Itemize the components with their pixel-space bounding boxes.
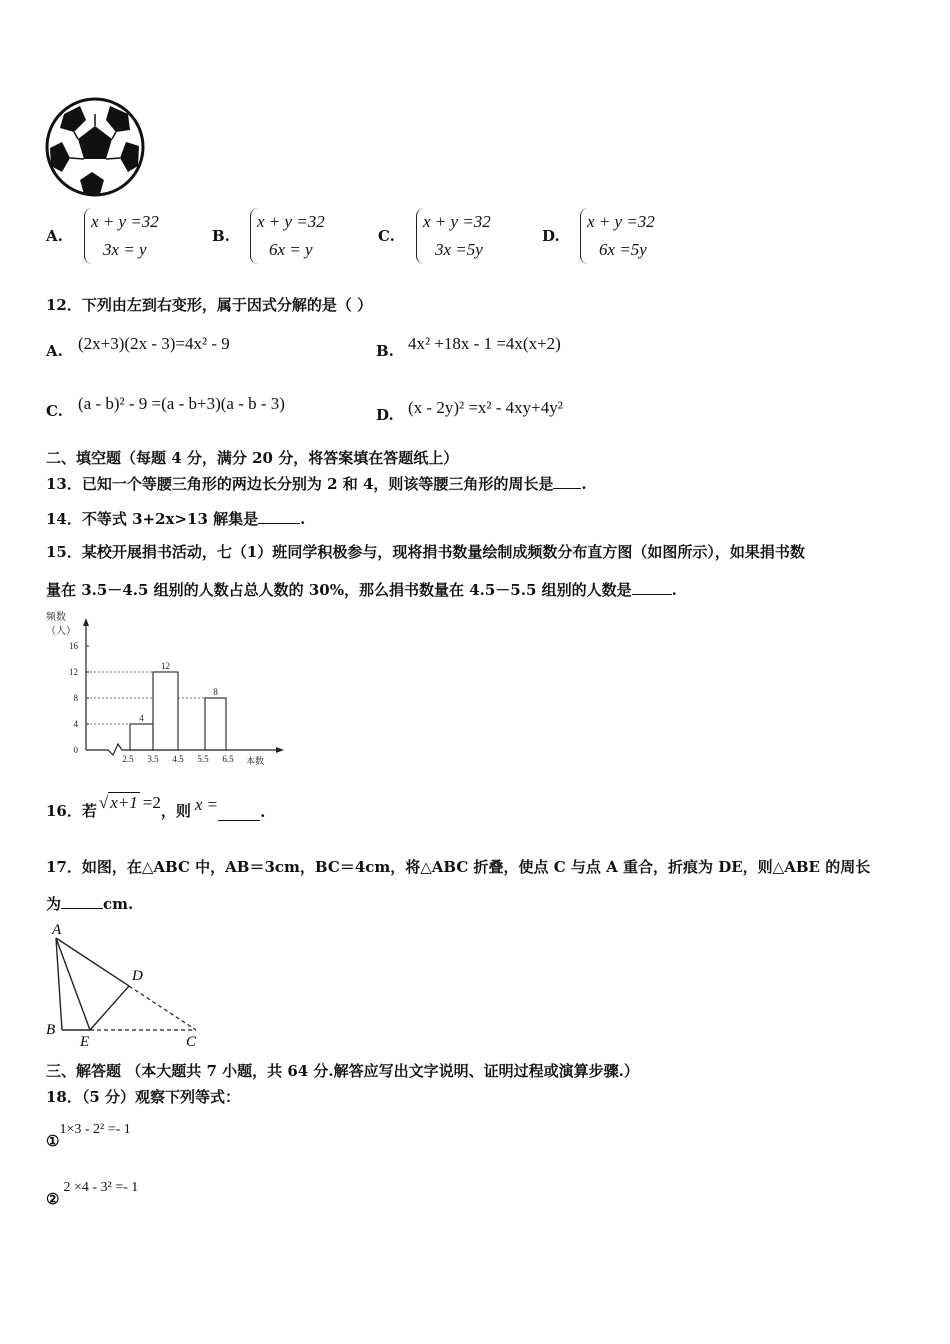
x-tick-label: 5.5 — [197, 754, 209, 764]
q11-option-a[interactable] — [46, 206, 159, 266]
q18-stem: 18．（5 分）观察下列等式： — [46, 1088, 241, 1106]
equation-1: x + y =32 — [257, 212, 325, 231]
equation-system — [250, 208, 325, 264]
q11-option-b[interactable] — [212, 206, 325, 266]
equation-system — [416, 208, 491, 264]
y-axis-arrow — [83, 618, 89, 626]
point-c-label: C — [186, 1034, 197, 1050]
q11-option-c[interactable] — [378, 206, 491, 266]
option-label: B. — [212, 227, 230, 245]
q13 — [46, 473, 587, 494]
y-tick-label: 0 — [73, 745, 78, 755]
x-axis-arrow — [276, 747, 284, 753]
option-expression: (2x+3)(2x - 3)=4x² - 9 — [78, 334, 230, 353]
q17-suffix: cm. — [103, 895, 134, 913]
q12-option-d[interactable] — [376, 392, 563, 424]
bar-value-label: 4 — [139, 713, 144, 723]
option-label: B. — [376, 342, 394, 360]
q15-text: 量在 3.5－4.5 组别的人数占总人数的 30%，那么捐书数量在 4.5－5.5 组别的人数是 — [46, 581, 632, 599]
answer-blank[interactable] — [258, 523, 300, 524]
q16-end: . — [260, 803, 266, 821]
option-expression: (x - 2y)² =x² - 4xy+4y² — [408, 398, 563, 417]
equation-1: x + y =32 — [91, 212, 159, 231]
segment-dc — [129, 986, 196, 1030]
q12-option-c[interactable] — [46, 388, 285, 420]
q16 — [46, 793, 266, 821]
frequency-histogram — [40, 608, 290, 772]
x-tick-label: 4.5 — [172, 754, 184, 764]
q18-item-2 — [46, 1180, 138, 1208]
sqrt-expression — [99, 793, 161, 813]
q18-item-1 — [46, 1122, 131, 1150]
histogram-bar — [130, 724, 153, 750]
q11-option-d[interactable] — [542, 206, 655, 266]
answer-blank[interactable] — [553, 488, 581, 489]
option-label: D. — [376, 406, 394, 424]
option-expression: 4x² +18x - 1 =4x(x+2) — [408, 334, 561, 353]
answer-blank[interactable] — [632, 594, 672, 595]
q16-variable: x = — [194, 795, 219, 814]
option-label: A. — [46, 227, 63, 245]
q17-line1: 17．如图，在△ABC 中，AB＝3cm，BC＝4cm，将△ABC 折叠，使点 C 与点 A 重合，折痕为 DE，则△ABE 的周长 — [46, 858, 871, 876]
y-axis-label-line1: 频数 — [46, 612, 66, 623]
histogram-bar — [205, 698, 226, 750]
equation-1: x + y =32 — [587, 212, 655, 231]
equation-2: 6x = y — [269, 240, 313, 259]
segment-de — [90, 986, 129, 1030]
equation-2: 3x = y — [103, 240, 147, 259]
bar-value-label: 12 — [161, 661, 170, 671]
point-a-label: A — [52, 922, 62, 938]
section-2-heading: 二、填空题（每题 4 分，满分 20 分，将答案填在答题纸上） — [46, 449, 459, 467]
q15-line1: 15．某校开展捐书活动，七（1）班同学积极参与，现将捐书数量绘制成频数分布直方图（如图所示），如果捐书数 — [46, 543, 805, 561]
sqrt-radicand: x+1 — [110, 793, 138, 812]
q14 — [46, 508, 305, 529]
x-tick-label: 3.5 — [147, 754, 159, 764]
point-d-label: D — [132, 968, 143, 984]
q15-line2 — [46, 579, 677, 600]
answer-blank[interactable] — [218, 820, 260, 821]
item-expression: 1×3 - 2² =- 1 — [59, 1122, 131, 1137]
option-label: C. — [46, 402, 63, 420]
q17-prefix: 为 — [46, 895, 62, 913]
q16-mid: ，则 — [160, 802, 191, 820]
option-label: D. — [542, 227, 560, 245]
q17-line2 — [46, 893, 133, 914]
y-tick-label: 16 — [69, 641, 78, 651]
equation-2: 3x =5y — [435, 240, 483, 259]
equation-system — [84, 208, 159, 264]
x-axis-label: 本数 — [246, 756, 265, 766]
equation-system — [580, 208, 655, 264]
sqrt-eq: =2 — [142, 793, 161, 812]
option-label: C. — [378, 227, 395, 245]
answer-blank[interactable] — [61, 908, 103, 909]
y-tick-label: 4 — [73, 719, 78, 729]
histogram-bar — [153, 672, 178, 750]
item-expression: 2 ×4 - 3² =- 1 — [63, 1180, 139, 1195]
q13-end: . — [581, 475, 587, 493]
x-tick-label: 2.5 — [122, 754, 134, 764]
point-b-label: B — [46, 1022, 56, 1038]
option-label: A. — [46, 342, 63, 360]
item-mark: ① — [46, 1132, 60, 1150]
bar-value-label: 8 — [213, 687, 218, 697]
triangle-figure — [44, 920, 214, 1050]
soccer-ball-icon — [44, 96, 146, 198]
y-axis-label-line2: （人） — [46, 626, 76, 637]
q13-text: 13．已知一个等腰三角形的两边长分别为 2 和 4，则该等腰三角形的周长是 — [46, 475, 554, 493]
item-mark: ② — [46, 1190, 60, 1208]
y-tick-label: 12 — [69, 667, 78, 677]
q14-text: 14．不等式 3+2x>13 解集是 — [46, 510, 259, 528]
equation-1: x + y =32 — [423, 212, 491, 231]
q16-prefix: 16．若 — [46, 802, 97, 820]
point-e-label: E — [80, 1034, 90, 1050]
x-tick-label: 6.5 — [222, 754, 234, 764]
segment-ad — [56, 938, 129, 986]
equation-2: 6x =5y — [599, 240, 647, 259]
q12-option-b[interactable] — [376, 328, 561, 360]
q15-end: . — [671, 581, 677, 599]
section-3-heading: 三、解答题 （本大题共 7 小题，共 64 分.解答应写出文字说明、证明过程或演算步骤.） — [46, 1062, 639, 1080]
q12-option-a[interactable] — [46, 328, 230, 360]
q14-end: . — [300, 510, 306, 528]
sqrt-sign: √ — [98, 793, 109, 812]
y-tick-label: 8 — [73, 693, 78, 703]
q12-stem: 12．下列由左到右变形，属于因式分解的是（ ） — [46, 296, 373, 314]
option-expression: (a - b)² - 9 =(a - b+3)(a - b - 3) — [78, 394, 285, 413]
